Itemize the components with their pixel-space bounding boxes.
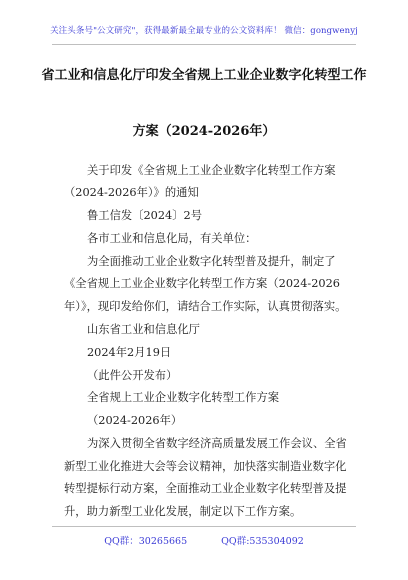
body-line: 新型工业化推进大会等会议精神，加快落实制造业数字化 <box>64 460 347 473</box>
body-line: 为深入贯彻全省数字经济高质量发展工作会议、全省 <box>87 437 347 450</box>
issuer: 山东省工业和信息化厅 <box>87 323 200 336</box>
issue-date: 2024年2月19日 <box>87 346 172 359</box>
addressee: 各市工业和信息化局，有关单位： <box>87 232 257 245</box>
notice-title-line: 关于印发《全省规上工业企业数字化转型工作方案 <box>87 164 336 177</box>
body-line: 转型提标行动方案，全面推动工业企业数字化转型普及提 <box>64 482 347 495</box>
section-subtitle: （2024-2026年） <box>87 414 183 427</box>
document-number: 鲁工信发〔2024〕2号 <box>87 209 203 222</box>
body-line: 年）》，现印发给你们，请结合工作实际，认真贯彻落实。 <box>64 300 347 313</box>
document-title-line-2: 方案（2024-2026年） <box>132 124 276 139</box>
header-note: 关注头条号"公文研究"，获得最新最全最专业的公文资料库！ 微信：gongwenyj <box>50 26 358 36</box>
qq-group-2: QQ群:535304092 <box>221 536 304 547</box>
footer <box>0 533 408 547</box>
header-rule <box>52 44 356 45</box>
notice-title-line: （2024-2026年）》的通知 <box>64 186 199 199</box>
body-line: 《全省规上工业企业数字化转型工作方案（2024-2026 <box>64 277 340 290</box>
qq-group-1: QQ群：30265665 <box>104 536 188 547</box>
body-line: 升，助力新型工业化发展，制定以下工作方案。 <box>64 505 302 518</box>
footer-rule <box>52 526 356 527</box>
document-title-line-1: 省工业和信息化厅印发全省规上工业企业数字化转型工作 <box>41 68 367 83</box>
section-title: 全省规上工业企业数字化转型工作方案 <box>87 391 280 404</box>
publication-note: （此件公开发布） <box>87 369 178 382</box>
body-line: 为全面推动工业企业数字化转型普及提升，制定了 <box>87 255 336 268</box>
